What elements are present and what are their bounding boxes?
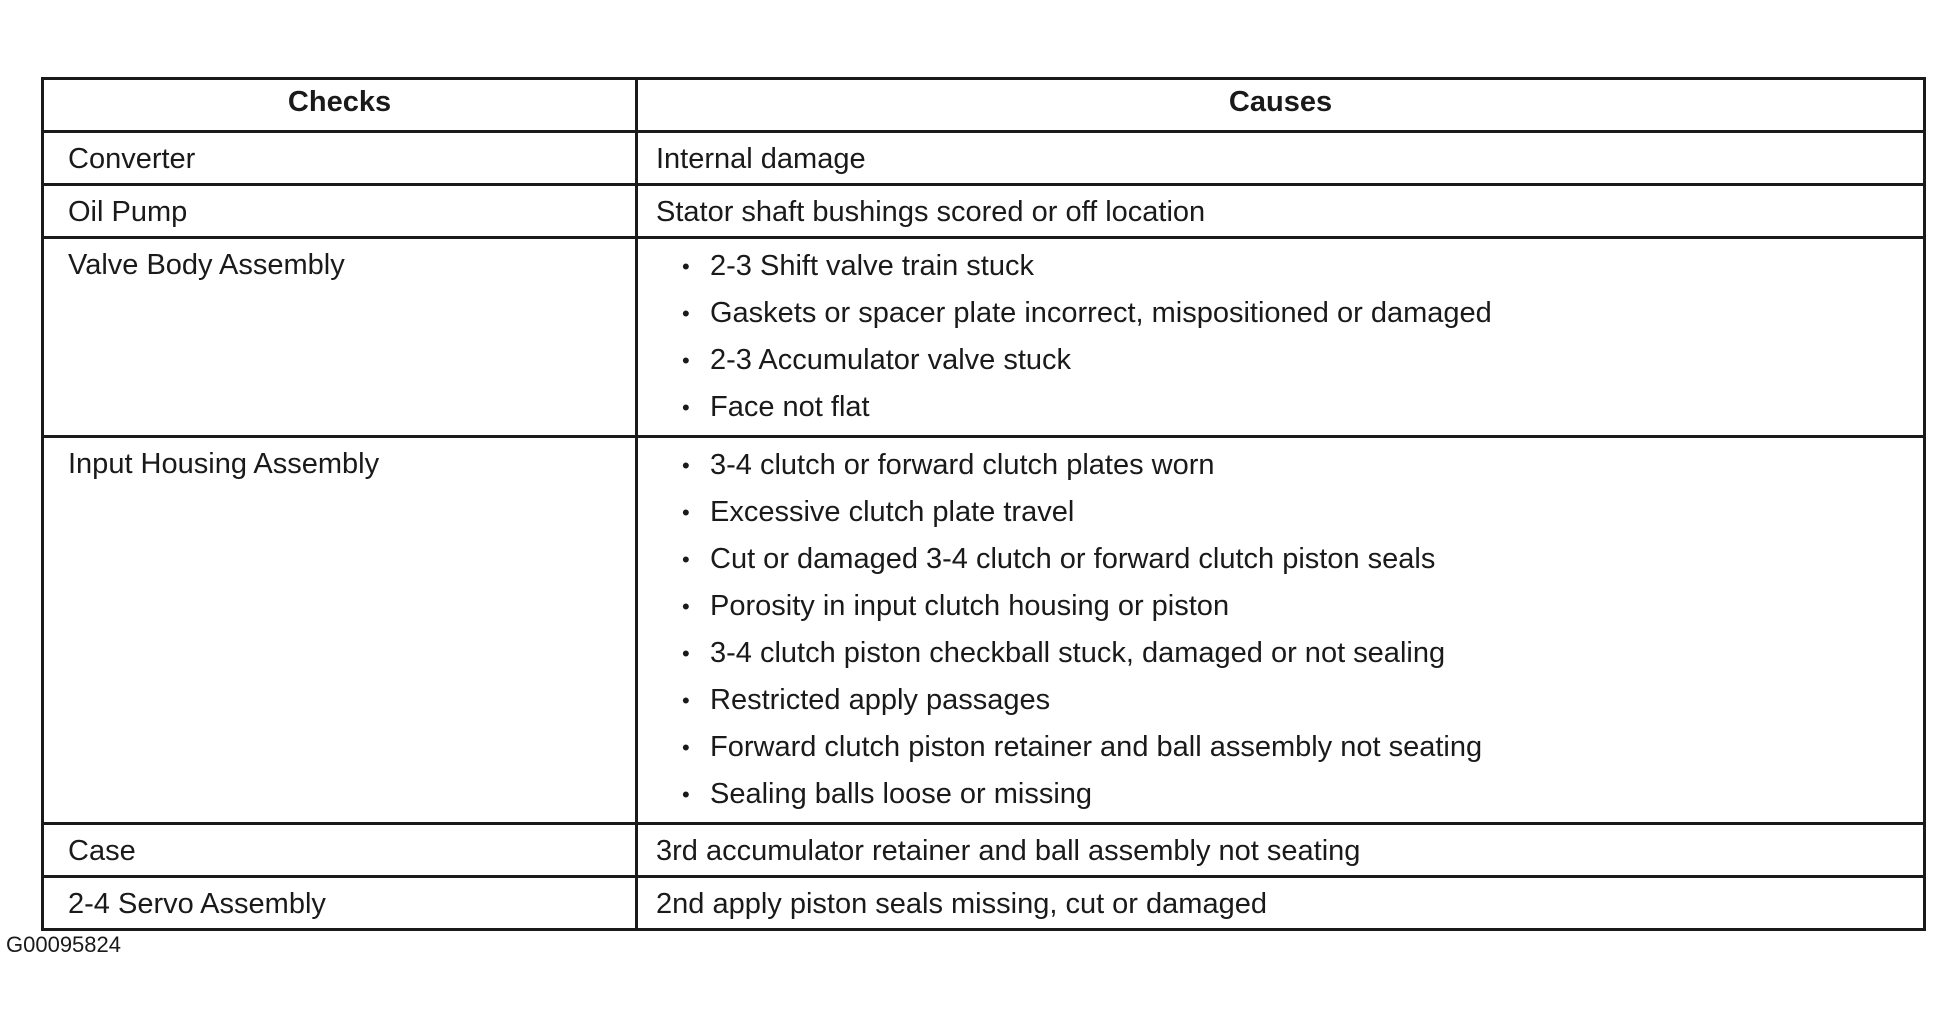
table-row — [43, 437, 1925, 824]
bullet-icon: • — [682, 782, 690, 807]
bullet-icon: • — [682, 395, 690, 420]
bullet-icon: • — [682, 688, 690, 713]
cause-list-cell — [637, 437, 1925, 824]
cause-list-cell — [637, 238, 1925, 437]
cause-cell: Internal damage — [637, 132, 1925, 185]
figure-id-label: G00095824 — [6, 932, 121, 957]
bullet-icon: • — [682, 735, 690, 760]
cause-text: Cut or damaged 3-4 clutch or forward clutch piston seals — [710, 543, 1436, 575]
checks-column-header: Checks — [43, 79, 637, 132]
cause-cell: 2nd apply piston seals missing, cut or damaged — [637, 877, 1925, 930]
bullet-icon: • — [682, 453, 690, 478]
list-item — [678, 677, 1913, 724]
list-item — [678, 489, 1913, 536]
bullet-icon: • — [682, 547, 690, 572]
table-row — [43, 185, 1925, 238]
check-cell: Valve Body Assembly — [43, 238, 637, 437]
cause-text: 2-3 Shift valve train stuck — [710, 250, 1034, 282]
table-row — [43, 238, 1925, 437]
list-item — [678, 384, 1913, 431]
cause-text: Forward clutch piston retainer and ball assembly not seating — [710, 731, 1483, 763]
cause-cell: Stator shaft bushings scored or off location — [637, 185, 1925, 238]
cause-text: Gaskets or spacer plate incorrect, mispositioned or damaged — [710, 297, 1492, 329]
check-cell: Converter — [43, 132, 637, 185]
list-item — [678, 337, 1913, 384]
cause-text: Sealing balls loose or missing — [710, 778, 1093, 810]
table-row — [43, 877, 1925, 930]
list-item — [678, 243, 1913, 290]
cause-text: 2-3 Accumulator valve stuck — [710, 344, 1072, 376]
check-cell: 2-4 Servo Assembly — [43, 877, 637, 930]
list-item — [678, 630, 1913, 677]
table-header-row — [43, 79, 1925, 132]
cause-text: Restricted apply passages — [710, 684, 1051, 716]
causes-column-header: Causes — [637, 79, 1925, 132]
list-item — [678, 583, 1913, 630]
cause-text: 3-4 clutch piston checkball stuck, damaged or not sealing — [710, 637, 1446, 669]
check-cell: Case — [43, 824, 637, 877]
cause-text: 3-4 clutch or forward clutch plates worn — [710, 449, 1215, 481]
table-row — [43, 824, 1925, 877]
table-row — [43, 132, 1925, 185]
cause-text: Porosity in input clutch housing or piston — [710, 590, 1230, 622]
bullet-icon: • — [682, 594, 690, 619]
list-item — [678, 442, 1913, 489]
list-item — [678, 536, 1913, 583]
bullet-icon: • — [682, 254, 690, 279]
bullet-icon: • — [682, 500, 690, 525]
diagnosis-table — [41, 77, 1926, 931]
cause-text: Excessive clutch plate travel — [710, 496, 1075, 528]
cause-text: Face not flat — [710, 391, 870, 423]
list-item — [678, 724, 1913, 771]
bullet-icon: • — [682, 301, 690, 326]
list-item — [678, 290, 1913, 337]
check-cell: Oil Pump — [43, 185, 637, 238]
cause-list — [678, 243, 1913, 431]
cause-list — [678, 442, 1913, 818]
list-item — [678, 771, 1913, 818]
bullet-icon: • — [682, 641, 690, 666]
cause-cell: 3rd accumulator retainer and ball assembly not seating — [637, 824, 1925, 877]
check-cell: Input Housing Assembly — [43, 437, 637, 824]
bullet-icon: • — [682, 348, 690, 373]
